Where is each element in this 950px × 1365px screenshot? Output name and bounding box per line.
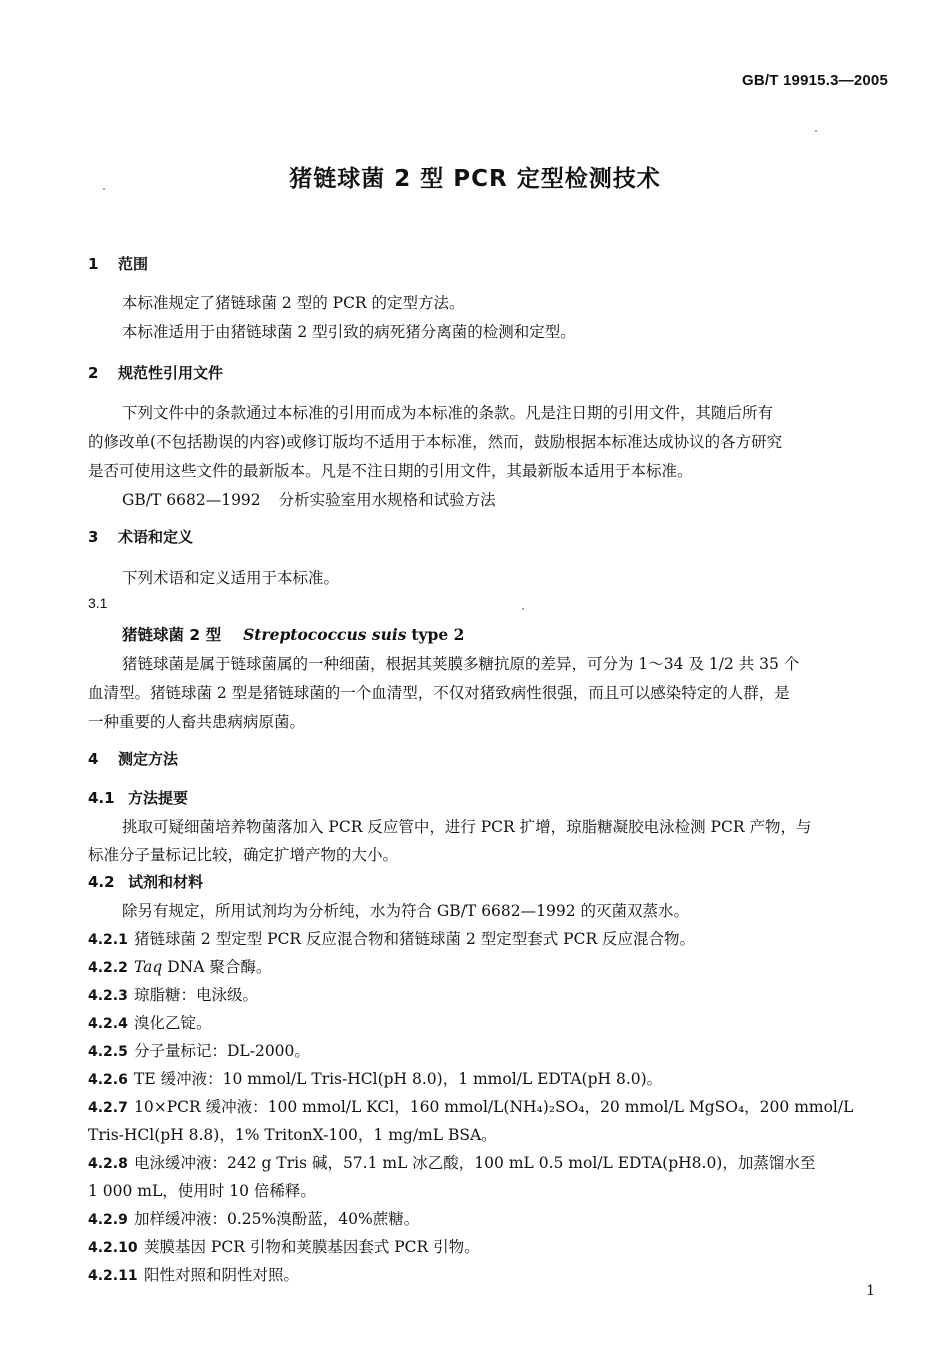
item-number: 4.2.5 [88,1044,128,1060]
term-entry [122,623,464,645]
reagent-item [88,983,258,1005]
reference-title: 分析实验室用水规格和试验方法 [278,491,496,509]
item-number: 4.2.1 [88,932,128,948]
section-2-title: 规范性引用文件 [118,364,224,382]
reagent-item [88,1039,310,1061]
section-1-paragraph-2: 本标准适用于由猪链球菌 2 型引致的病死猪分离菌的检测和定型。 [122,323,576,341]
standard-code: GB/T 19915.3—2005 [742,72,888,89]
item-number: 4.2.11 [88,1268,138,1284]
reagent-item [88,1207,419,1229]
subsection-4-1-title: 方法提要 [128,789,189,807]
item-text: 猪链球菌 2 型定型 PCR 反应混合物和猪链球菌 2 型定型套式 PCR 反应混合物。 [134,930,696,948]
item-text: DNA 聚合酶。 [162,958,272,976]
method-summary-line-1: 挑取可疑细菌培养物菌落加入 PCR 反应管中，进行 PCR 扩增，琼脂糖凝胶电泳检测 PCR 产物，与 [122,818,812,836]
section-3-title: 术语和定义 [118,528,194,546]
scan-speck [815,130,817,132]
page-number: 1 [866,1283,875,1299]
item-number: 4.2.10 [88,1240,138,1256]
section-4-title: 测定方法 [118,750,179,768]
item-text: 分子量标记：DL-2000。 [134,1042,310,1060]
term-latin: Streptococcus suis [243,625,407,644]
subsection-3-1-number: 3.1 [88,595,108,611]
section-2-line-1: 下列文件中的条款通过本标准的引用而成为本标准的条款。凡是注日期的引用文件，其随后所有 [122,404,774,422]
item-number: 4.2.3 [88,988,128,1004]
reagent-item [88,1095,853,1117]
definition-line-3: 一种重要的人畜共患病病原菌。 [88,713,306,731]
item-number: 4.2.7 [88,1100,128,1116]
item-number: 4.2.4 [88,1016,128,1032]
item-number: 4.2.8 [88,1156,128,1172]
definition-line-1: 猪链球菌是属于链球菌属的一种细菌，根据其荚膜多糖抗原的差异，可分为 1～34 及 1/2 共 35 个 [122,655,800,673]
subsection-4-2-title: 试剂和材料 [128,873,204,891]
reagent-item [88,1151,815,1173]
reagent-item [88,1263,299,1285]
subsection-4-2-number: 4.2 [88,873,115,891]
subsection-4-2-heading [88,871,203,892]
reagents-intro: 除另有规定，所用试剂均为分析纯，水为符合 GB/T 6682—1992 的灭菌双蒸水。 [122,902,690,920]
section-1-number: 1 [88,255,99,273]
section-2-line-3: 是否可使用这些文件的最新版本。凡是不注日期的引用文件，其最新版本适用于本标准。 [88,462,693,480]
section-2-line-2: 的修改单(不包括勘误的内容)或修订版均不适用于本标准，然而，鼓励根据本标准达成协议的各方研究 [88,433,783,451]
reagent-item [88,1011,212,1033]
item-text: 电泳缓冲液：242 g Tris 碱，57.1 mL 冰乙酸，100 mL 0.5 mol/L EDTA(pH8.0)，加蒸馏水至 [134,1154,816,1172]
section-1-heading [88,253,148,274]
section-2-heading [88,362,223,383]
section-2-number: 2 [88,364,99,382]
item-number: 4.2.6 [88,1072,128,1088]
reagent-item [88,955,271,977]
normative-reference [122,488,496,510]
item-text: 琼脂糖：电泳级。 [134,986,259,1004]
scan-speck [103,188,105,190]
section-4-heading [88,748,178,769]
section-4-number: 4 [88,750,99,768]
item-text: TE 缓冲液：10 mmol/L Tris-HCl(pH 8.0)，1 mmol/L EDTA(pH 8.0)。 [134,1070,663,1088]
item-number: 4.2.2 [88,960,128,976]
item-text: 加样缓冲液：0.25%溴酚蓝，40%蔗糖。 [134,1210,420,1228]
item-text: 荚膜基因 PCR 引物和荚膜基因套式 PCR 引物。 [144,1238,480,1256]
item-number: 4.2.9 [88,1212,128,1228]
reagent-item [88,1067,662,1089]
definition-line-2: 血清型。猪链球菌 2 型是猪链球菌的一个血清型，不仅对猪致病性很强，而且可以感染特定的人群，是 [88,684,790,702]
reagent-item-continuation: Tris-HCl(pH 8.8)，1% TritonX-100，1 mg/mL BSA。 [88,1126,497,1144]
item-text: 10×PCR 缓冲液：100 mmol/L KCl，160 mmol/L(NH₄)₂SO₄，20 mmol/L MgSO₄，200 mmol/L [134,1098,854,1116]
subsection-4-1-number: 4.1 [88,789,115,807]
reference-code: GB/T 6682—1992 [122,491,261,509]
term-type: type 2 [411,625,465,644]
subsection-4-1-heading [88,787,188,808]
method-summary-line-2: 标准分子量标记比较，确定扩增产物的大小。 [88,846,399,864]
item-italic-prefix: Taq [134,958,163,976]
scan-speck [522,608,524,610]
reagent-item [88,1235,480,1257]
term-chinese: 猪链球菌 2 型 [122,626,222,644]
reagent-item-continuation: 1 000 mL，使用时 10 倍稀释。 [88,1182,316,1200]
item-text: 阳性对照和阴性对照。 [144,1266,300,1284]
item-text: 溴化乙锭。 [134,1014,212,1032]
section-1-paragraph-1: 本标准规定了猪链球菌 2 型的 PCR 的定型方法。 [122,294,465,312]
document-title: 猪链球菌 2 型 PCR 定型检测技术 [289,166,661,192]
section-3-paragraph: 下列术语和定义适用于本标准。 [122,569,340,587]
reagent-item [88,927,695,949]
section-1-title: 范围 [118,255,149,273]
section-3-heading [88,526,193,547]
section-3-number: 3 [88,528,99,546]
